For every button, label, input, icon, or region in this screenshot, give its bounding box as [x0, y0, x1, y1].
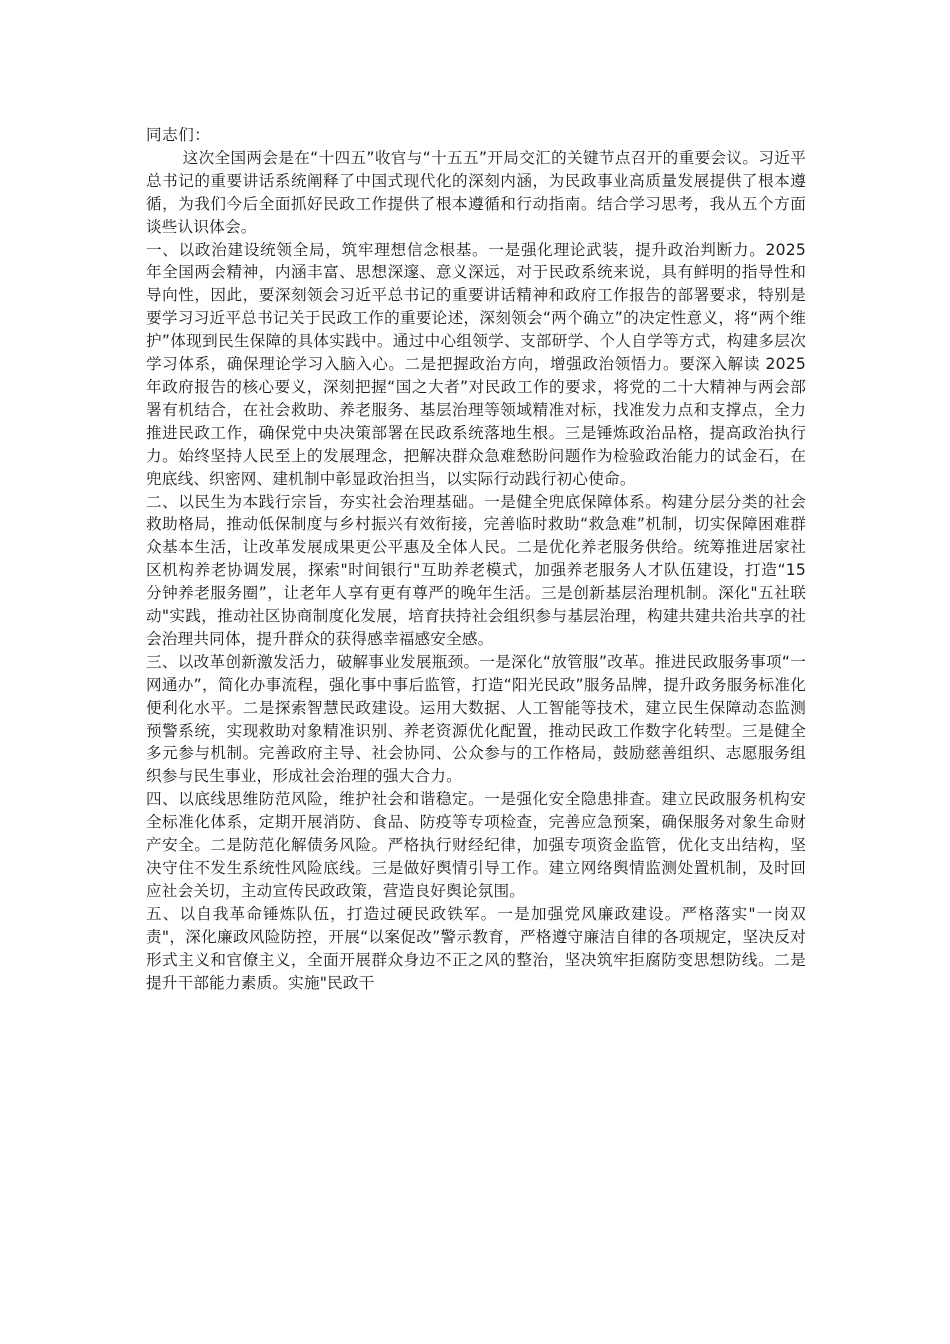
- section-paragraph-2: 二、以民生为本践行宗旨，夯实社会治理基础。一是健全兜底保障体系。构建分层分类的社会救助格局，推动低保制度与乡村振兴有效衔接，完善临时救助“救急难”机制，切实保障困难群众基本生活，让改革发展成果更公平惠及全体人民。二是优化养老服务供给。统筹推进居家社区机构养老协调发展，探索"时间银行"互助养老模式，加强养老服务人才队伍建设，打造“15 分钟养老服务圈”，让老年人享有更有尊严的晚年生活。三是创新基层治理机制。深化"五社联动"实践，推动社区协商制度化发展，培育扶持社会组织参与基层治理，构建共建共治共享的社会治理共同体，提升群众的获得感幸福感安全感。: [146, 492, 806, 648]
- salutation: 同志们：: [146, 126, 211, 144]
- section-paragraph-1: 一、以政治建设统领全局，筑牢理想信念根基。一是强化理论武装，提升政治判断力。2025 年全国两会精神，内涵丰富、思想深邃、意义深远，对于民政系统来说，具有鲜明的指导性和导向性，因此，要深刻领会习近平总书记的重要讲话精神和政府工作报告的部署要求，特别是要学习习近平总书记关于民政工作的重要论述，深刻领会“两个确立”的决定性意义，将“两个维护”体现到民生保障的具体实践中。通过中心组领学、支部研学、个人自学等方式，构建多层次学习体系，确保理论学习入脑入心。二是把握政治方向，增强政治领悟力。要深入解读 2025 年政府报告的核心要义，深刻把握“国之大者”对民政工作的要求，将党的二十大精神与两会部署有机结合，在社会救助、养老服务、基层治理等领域精准对标，找准发力点和支撑点，全力推进民政工作，确保党中央决策部署在民政系统落地生根。三是锤炼政治品格，提高政治执行力。始终坚持人民至上的发展理念，把解决群众急难愁盼问题作为检验政治能力的试金石，在兜底线、织密网、建机制中彰显政治担当，以实际行动践行初心使命。: [146, 240, 806, 488]
- intro-paragraph: 这次全国两会是在“十四五”收官与“十五五”开局交汇的关键节点召开的重要会议。习近平总书记的重要讲话系统阐释了中国式现代化的深刻内涵，为民政事业高质量发展提供了根本遵循，为我们今后全面抓好民政工作提供了根本遵循和行动指南。结合学习思考，我从五个方面谈些认识体会。: [146, 148, 806, 236]
- section-paragraph-4: 四、以底线思维防范风险，维护社会和谐稳定。一是强化安全隐患排查。建立民政服务机构安全标准化体系，定期开展消防、食品、防疫等专项检查，完善应急预案，确保服务对象生命财产安全。二是防范化解债务风险。严格执行财经纪律，加强专项资金监管，优化支出结构，坚决守住不发生系统性风险底线。三是做好舆情引导工作。建立网络舆情监测处置机制，及时回应社会关切，主动宣传民政政策，营造良好舆论氛围。: [146, 790, 806, 900]
- section-paragraph-3: 三、以改革创新激发活力，破解事业发展瓶颈。一是深化“放管服”改革。推进民政服务事项“一网通办”，简化办事流程，强化事中事后监管，打造“阳光民政”服务品牌，提升政务服务标准化便利化水平。二是探索智慧民政建设。运用大数据、人工智能等技术，建立民生保障动态监测预警系统，实现救助对象精准识别、养老资源优化配置，推动民政工作数字化转型。三是健全多元参与机制。完善政府主导、社会协同、公众参与的工作格局，鼓励慈善组织、志愿服务组织参与民生事业，形成社会治理的强大合力。: [146, 652, 806, 786]
- document-body: [146, 124, 806, 994]
- section-paragraph-5: 五、以自我革命锤炼队伍，打造过硬民政铁军。一是加强党风廉政建设。严格落实"一岗双责"，深化廉政风险防控，开展“以案促改”警示教育，严格遵守廉洁自律的各项规定，坚决反对形式主义和官僚主义，全面开展群众身边不正之风的整治，坚决筑牢拒腐防变思想防线。二是提升干部能力素质。实施"民政干: [146, 904, 806, 992]
